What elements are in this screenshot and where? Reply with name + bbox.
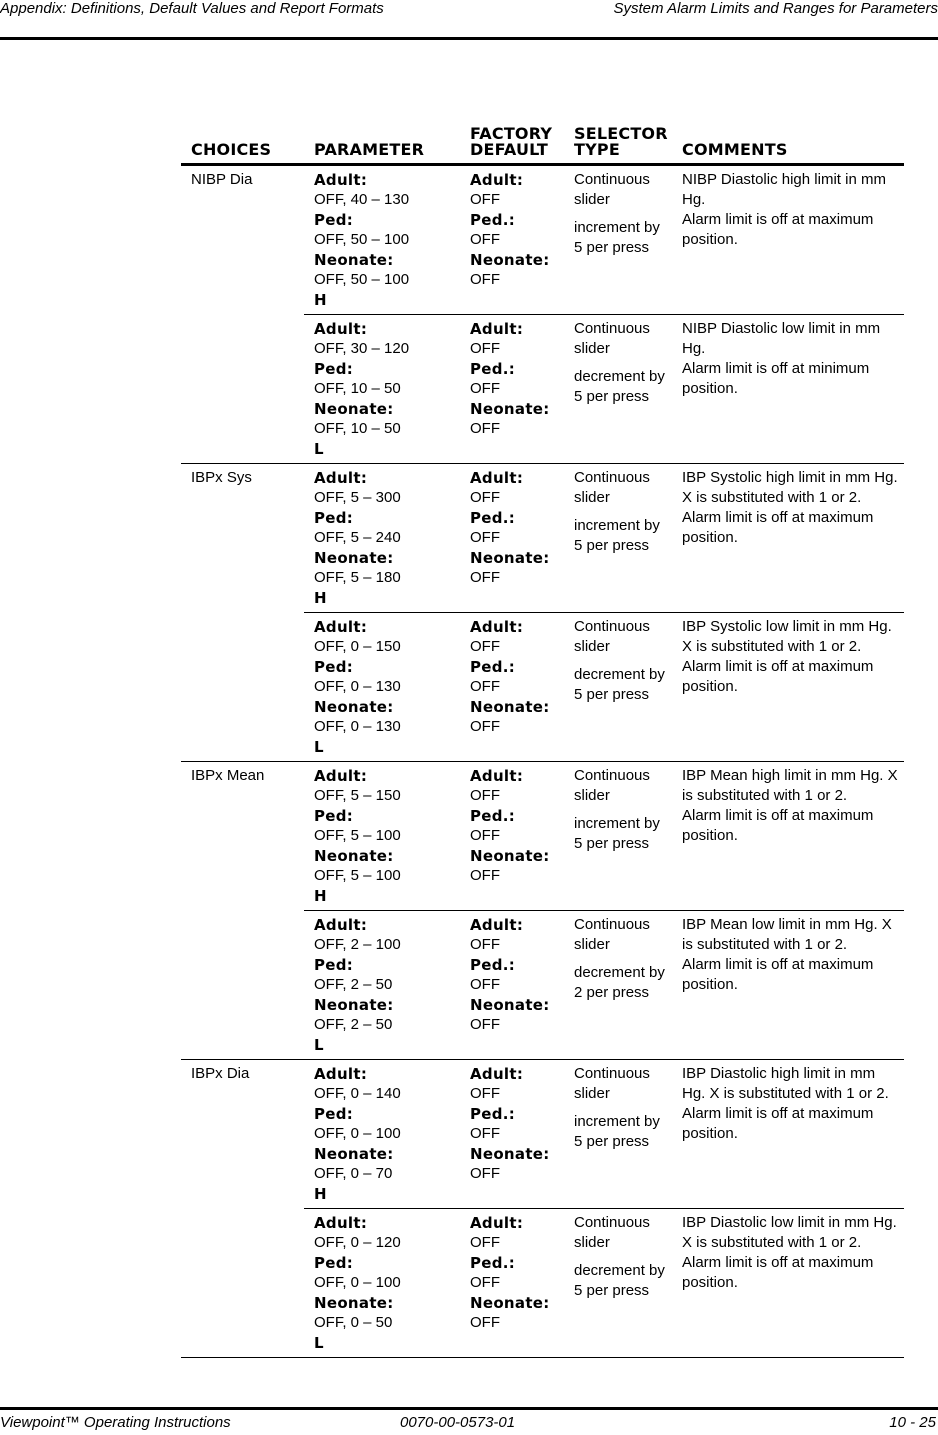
comment-alarm-note: Alarm limit is off at minimum position. — [682, 360, 870, 397]
parameter-cell — [304, 1209, 460, 1358]
comments-cell — [672, 315, 904, 464]
ped-label: Ped.: — [470, 1105, 516, 1123]
ped-range: OFF, 2 – 50 — [314, 976, 393, 993]
ped-range: OFF, 0 – 100 — [314, 1274, 401, 1291]
adult-label: Adult: — [314, 320, 368, 338]
table-row — [181, 762, 904, 911]
selector-type-header-text: SELECTOR TYPE — [574, 124, 668, 159]
column-header-selector-type — [564, 122, 672, 165]
neonate-label: Neonate: — [314, 847, 394, 865]
comment-alarm-note: Alarm limit is off at maximum position. — [682, 807, 874, 844]
selector-kind: Continuous slider — [574, 320, 650, 357]
selector-type-cell — [564, 165, 672, 315]
ped-default: OFF — [470, 231, 500, 248]
adult-label: Adult: — [470, 916, 524, 934]
ped-label: Ped: — [314, 658, 354, 676]
comments-cell — [672, 911, 904, 1060]
adult-label: Adult: — [470, 1065, 524, 1083]
adult-default: OFF — [470, 787, 500, 804]
factory-default-cell — [460, 613, 564, 762]
adult-label: Adult: — [314, 916, 368, 934]
selector-type-cell — [564, 1060, 672, 1209]
choice-name: IBPx Sys — [191, 469, 252, 486]
neonate-range: OFF, 0 – 70 — [314, 1165, 393, 1182]
comment-alarm-note: Alarm limit is off at maximum position. — [682, 211, 874, 248]
ped-label: Ped: — [314, 211, 354, 229]
neonate-label: Neonate: — [470, 400, 550, 418]
parameter-cell — [304, 1060, 460, 1209]
neonate-label: Neonate: — [470, 251, 550, 269]
comment-description: NIBP Diastolic low limit in mm Hg. — [682, 320, 881, 357]
neonate-label: Neonate: — [470, 1145, 550, 1163]
table-row — [181, 464, 904, 613]
factory-default-cell — [460, 165, 564, 315]
ped-default: OFF — [470, 678, 500, 695]
ped-label: Ped: — [314, 956, 354, 974]
neonate-range: OFF, 5 – 100 — [314, 867, 401, 884]
factory-default-cell — [460, 762, 564, 911]
selector-kind: Continuous slider — [574, 469, 650, 506]
adult-range: OFF, 2 – 100 — [314, 936, 401, 953]
neonate-label: Neonate: — [470, 847, 550, 865]
adult-default: OFF — [470, 191, 500, 208]
selector-type-cell — [564, 315, 672, 464]
selector-kind: Continuous slider — [574, 618, 650, 655]
neonate-range: OFF, 50 – 100 — [314, 271, 410, 288]
neonate-range: OFF, 2 – 50 — [314, 1016, 393, 1033]
comments-cell — [672, 762, 904, 911]
adult-label: Adult: — [314, 618, 368, 636]
choice-cell — [181, 762, 304, 1060]
limit-type: H — [314, 589, 327, 607]
neonate-label: Neonate: — [314, 1294, 394, 1312]
adult-default: OFF — [470, 489, 500, 506]
alarm-limits-table — [181, 122, 904, 1358]
column-header-factory-default — [460, 122, 564, 165]
adult-label: Adult: — [314, 469, 368, 487]
ped-default: OFF — [470, 827, 500, 844]
adult-range: OFF, 0 – 150 — [314, 638, 401, 655]
selector-step: increment by 5 per press — [574, 517, 660, 554]
selector-kind: Continuous slider — [574, 171, 650, 208]
parameter-cell — [304, 165, 460, 315]
ped-label: Ped.: — [470, 1254, 516, 1272]
limit-type: L — [314, 1334, 324, 1352]
comment-alarm-note: Alarm limit is off at maximum position. — [682, 1105, 874, 1142]
factory-default-cell — [460, 1209, 564, 1358]
adult-label: Adult: — [470, 1214, 524, 1232]
comment-description: IBP Diastolic high limit in mm Hg. X is substituted with 1 or 2. — [682, 1065, 889, 1102]
ped-label: Ped.: — [470, 956, 516, 974]
limit-type: H — [314, 887, 327, 905]
parameter-cell — [304, 613, 460, 762]
ped-range: OFF, 0 – 130 — [314, 678, 401, 695]
running-footer — [0, 1407, 938, 1435]
comments-cell — [672, 464, 904, 613]
neonate-label: Neonate: — [314, 549, 394, 567]
adult-label: Adult: — [314, 1214, 368, 1232]
alarm-limits-table-container — [181, 122, 904, 1358]
footer-manual-title: Viewpoint™ Operating Instructions — [0, 1414, 231, 1431]
selector-type-cell — [564, 762, 672, 911]
ped-label: Ped: — [314, 1105, 354, 1123]
comment-description: IBP Diastolic low limit in mm Hg. X is substituted with 1 or 2. — [682, 1214, 897, 1251]
parameter-cell — [304, 762, 460, 911]
adult-range: OFF, 5 – 300 — [314, 489, 401, 506]
neonate-default: OFF — [470, 1314, 500, 1331]
ped-range: OFF, 10 – 50 — [314, 380, 401, 397]
neonate-label: Neonate: — [470, 698, 550, 716]
adult-default: OFF — [470, 340, 500, 357]
selector-step: decrement by 5 per press — [574, 368, 665, 405]
comments-cell — [672, 165, 904, 315]
parameter-cell — [304, 464, 460, 613]
neonate-label: Neonate: — [314, 1145, 394, 1163]
neonate-label: Neonate: — [470, 1294, 550, 1312]
ped-default: OFF — [470, 1274, 500, 1291]
ped-default: OFF — [470, 380, 500, 397]
selector-step: decrement by 5 per press — [574, 666, 665, 703]
comment-description: IBP Mean high limit in mm Hg. X is substituted with 1 or 2. — [682, 767, 898, 804]
neonate-range: OFF, 5 – 180 — [314, 569, 401, 586]
neonate-default: OFF — [470, 569, 500, 586]
footer-part-number: 0070-00-0573-01 — [400, 1414, 516, 1431]
selector-step: decrement by 2 per press — [574, 964, 665, 1001]
adult-label: Adult: — [470, 767, 524, 785]
neonate-default: OFF — [470, 867, 500, 884]
adult-default: OFF — [470, 1085, 500, 1102]
adult-label: Adult: — [470, 618, 524, 636]
neonate-range: OFF, 0 – 130 — [314, 718, 401, 735]
limit-type: L — [314, 440, 324, 458]
choice-name: IBPx Dia — [191, 1065, 250, 1082]
comment-alarm-note: Alarm limit is off at maximum position. — [682, 956, 874, 993]
choice-cell — [181, 1060, 304, 1358]
neonate-default: OFF — [470, 718, 500, 735]
selector-type-cell — [564, 464, 672, 613]
neonate-label: Neonate: — [470, 996, 550, 1014]
ped-label: Ped.: — [470, 509, 516, 527]
choice-name: NIBP Dia — [191, 171, 253, 188]
selector-step: increment by 5 per press — [574, 219, 660, 256]
ped-label: Ped.: — [470, 807, 516, 825]
selector-kind: Continuous slider — [574, 1065, 650, 1102]
footer-page-number: 10 - 25 — [889, 1414, 936, 1431]
ped-label: Ped.: — [470, 658, 516, 676]
adult-range: OFF, 40 – 130 — [314, 191, 410, 208]
selector-kind: Continuous slider — [574, 1214, 650, 1251]
ped-label: Ped: — [314, 360, 354, 378]
adult-label: Adult: — [470, 469, 524, 487]
table-header-row — [181, 122, 904, 165]
adult-range: OFF, 30 – 120 — [314, 340, 410, 357]
table-row — [181, 165, 904, 315]
adult-range: OFF, 0 – 140 — [314, 1085, 401, 1102]
column-header-parameter: PARAMETER — [304, 122, 460, 165]
factory-default-cell — [460, 315, 564, 464]
neonate-range: OFF, 10 – 50 — [314, 420, 401, 437]
adult-label: Adult: — [470, 171, 524, 189]
factory-default-cell — [460, 464, 564, 613]
adult-label: Adult: — [470, 320, 524, 338]
adult-default: OFF — [470, 638, 500, 655]
ped-default: OFF — [470, 1125, 500, 1142]
parameter-cell — [304, 911, 460, 1060]
neonate-label: Neonate: — [314, 698, 394, 716]
adult-label: Adult: — [314, 1065, 368, 1083]
header-chapter-title: Appendix: Definitions, Default Values and Report Formats — [0, 0, 384, 17]
ped-range: OFF, 5 – 100 — [314, 827, 401, 844]
neonate-default: OFF — [470, 1016, 500, 1033]
ped-label: Ped.: — [470, 211, 516, 229]
ped-label: Ped: — [314, 509, 354, 527]
comment-description: IBP Systolic low limit in mm Hg. X is substituted with 1 or 2. — [682, 618, 892, 655]
neonate-label: Neonate: — [470, 549, 550, 567]
neonate-label: Neonate: — [314, 400, 394, 418]
selector-step: increment by 5 per press — [574, 815, 660, 852]
ped-range: OFF, 5 – 240 — [314, 529, 401, 546]
comments-cell — [672, 1060, 904, 1209]
factory-default-header-text: FACTORY DEFAULT — [470, 124, 553, 159]
ped-label: Ped.: — [470, 360, 516, 378]
neonate-default: OFF — [470, 420, 500, 437]
neonate-label: Neonate: — [314, 996, 394, 1014]
ped-range: OFF, 0 – 100 — [314, 1125, 401, 1142]
comments-cell — [672, 613, 904, 762]
ped-range: OFF, 50 – 100 — [314, 231, 410, 248]
selector-type-cell — [564, 1209, 672, 1358]
selector-step: decrement by 5 per press — [574, 1262, 665, 1299]
ped-default: OFF — [470, 529, 500, 546]
running-header — [0, 0, 938, 40]
choice-name: IBPx Mean — [191, 767, 265, 784]
selector-step: increment by 5 per press — [574, 1113, 660, 1150]
adult-label: Adult: — [314, 171, 368, 189]
neonate-range: OFF, 0 – 50 — [314, 1314, 393, 1331]
ped-default: OFF — [470, 976, 500, 993]
neonate-default: OFF — [470, 271, 500, 288]
header-section-title: System Alarm Limits and Ranges for Parameters — [613, 0, 938, 17]
adult-label: Adult: — [314, 767, 368, 785]
ped-label: Ped: — [314, 1254, 354, 1272]
comment-alarm-note: Alarm limit is off at maximum position. — [682, 509, 874, 546]
selector-kind: Continuous slider — [574, 916, 650, 953]
neonate-default: OFF — [470, 1165, 500, 1182]
limit-type: H — [314, 1185, 327, 1203]
factory-default-cell — [460, 1060, 564, 1209]
comments-cell — [672, 1209, 904, 1358]
comment-description: NIBP Diastolic high limit in mm Hg. — [682, 171, 886, 208]
selector-kind: Continuous slider — [574, 767, 650, 804]
parameter-cell — [304, 315, 460, 464]
comment-alarm-note: Alarm limit is off at maximum position. — [682, 1254, 874, 1291]
comment-description: IBP Systolic high limit in mm Hg. X is substituted with 1 or 2. — [682, 469, 898, 506]
table-body — [181, 165, 904, 1358]
ped-label: Ped: — [314, 807, 354, 825]
adult-range: OFF, 5 – 150 — [314, 787, 401, 804]
adult-default: OFF — [470, 936, 500, 953]
limit-type: L — [314, 738, 324, 756]
table-row — [181, 1060, 904, 1209]
adult-range: OFF, 0 – 120 — [314, 1234, 401, 1251]
choice-cell — [181, 464, 304, 762]
comment-description: IBP Mean low limit in mm Hg. X is substituted with 1 or 2. — [682, 916, 892, 953]
neonate-label: Neonate: — [314, 251, 394, 269]
column-header-choices: CHOICES — [181, 122, 304, 165]
selector-type-cell — [564, 911, 672, 1060]
selector-type-cell — [564, 613, 672, 762]
factory-default-cell — [460, 911, 564, 1060]
choice-cell — [181, 165, 304, 464]
limit-type: H — [314, 291, 327, 309]
limit-type: L — [314, 1036, 324, 1054]
comment-alarm-note: Alarm limit is off at maximum position. — [682, 658, 874, 695]
adult-default: OFF — [470, 1234, 500, 1251]
column-header-comments: COMMENTS — [672, 122, 904, 165]
